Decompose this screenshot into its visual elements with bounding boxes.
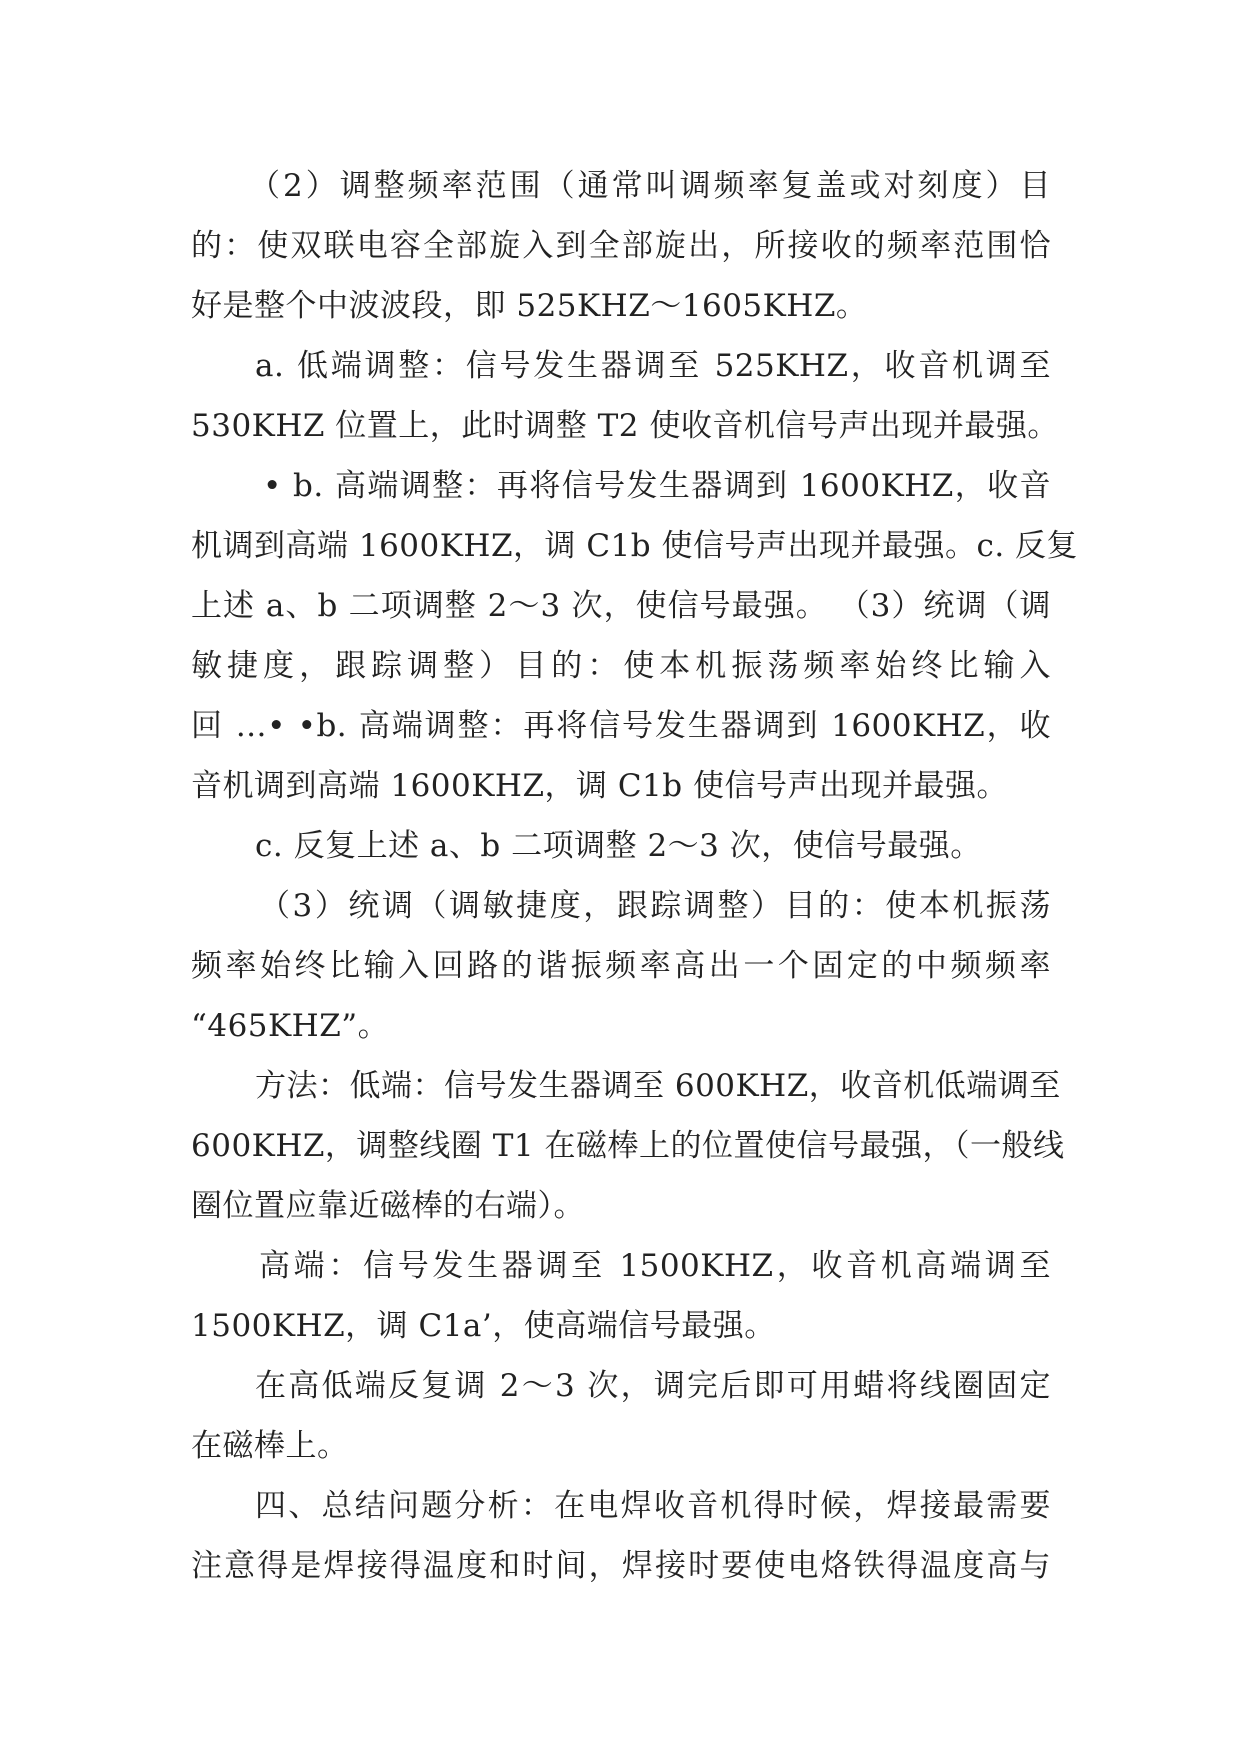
text-line: 600KHZ，调整线圈 T1 在磁棒上的位置使信号最强，（一般线 xyxy=(191,1128,1065,1164)
text-line: 在高低端反复调 2～3 次，调完后即可用蜡将线圈固定 xyxy=(255,1368,1051,1404)
text-line: （3）统调（调敏捷度，跟踪调整）目的：使本机振荡 xyxy=(259,888,1051,924)
text-line: （2）调整频率范围（通常叫调频率复盖或对刻度）目 xyxy=(249,168,1051,204)
text-line: 回 …• •b. 高端调整：再将信号发生器调到 1600KHZ，收 xyxy=(191,708,1051,744)
text-line: 的：使双联电容全部旋入到全部旋出，所接收的频率范围恰 xyxy=(191,228,1051,264)
text-line: • b. 高端调整：再将信号发生器调到 1600KHZ，收音 xyxy=(263,468,1051,504)
text-line: 530KHZ 位置上，此时调整 T2 使收音机信号声出现并最强。 xyxy=(191,408,1059,444)
document-body xyxy=(191,156,1079,1596)
text-line: 方法：低端：信号发生器调至 600KHZ，收音机低端调至 xyxy=(255,1068,1061,1104)
text-line: 敏捷度，跟踪调整）目的：使本机振荡频率始终比输入 xyxy=(191,648,1051,684)
text-line: 频率始终比输入回路的谐振频率高出一个固定的中频频率 xyxy=(191,948,1051,984)
text-line: 注意得是焊接得温度和时间，焊接时要使电烙铁得温度高与 xyxy=(191,1548,1051,1584)
text-line: c. 反复上述 a、b 二项调整 2～3 次，使信号最强。 xyxy=(255,828,982,864)
text-line: 好是整个中波波段，即 525KHZ～1605KHZ。 xyxy=(191,288,868,324)
text-line: 上述 a、b 二项调整 2～3 次，使信号最强。 （3）统调（调 xyxy=(191,588,1051,624)
text-line: a. 低端调整：信号发生器调至 525KHZ，收音机调至 xyxy=(255,348,1051,384)
text-line: 音机调到高端 1600KHZ，调 C1b 使信号声出现并最强。 xyxy=(191,768,1008,804)
text-line: 1500KHZ，调 C1a’，使高端信号最强。 xyxy=(191,1308,776,1344)
text-line: 高端：信号发生器调至 1500KHZ，收音机高端调至 xyxy=(259,1248,1051,1284)
text-line: 在磁棒上。 xyxy=(191,1428,349,1464)
text-line: 四、总结问题分析：在电焊收音机得时候，焊接最需要 xyxy=(255,1488,1051,1524)
text-line: 机调到高端 1600KHZ，调 C1b 使信号声出现并最强。c. 反复 xyxy=(191,528,1079,564)
text-line: “465KHZ”。 xyxy=(191,1008,390,1044)
text-line: 圈位置应靠近磁棒的右端）。 xyxy=(191,1188,585,1224)
